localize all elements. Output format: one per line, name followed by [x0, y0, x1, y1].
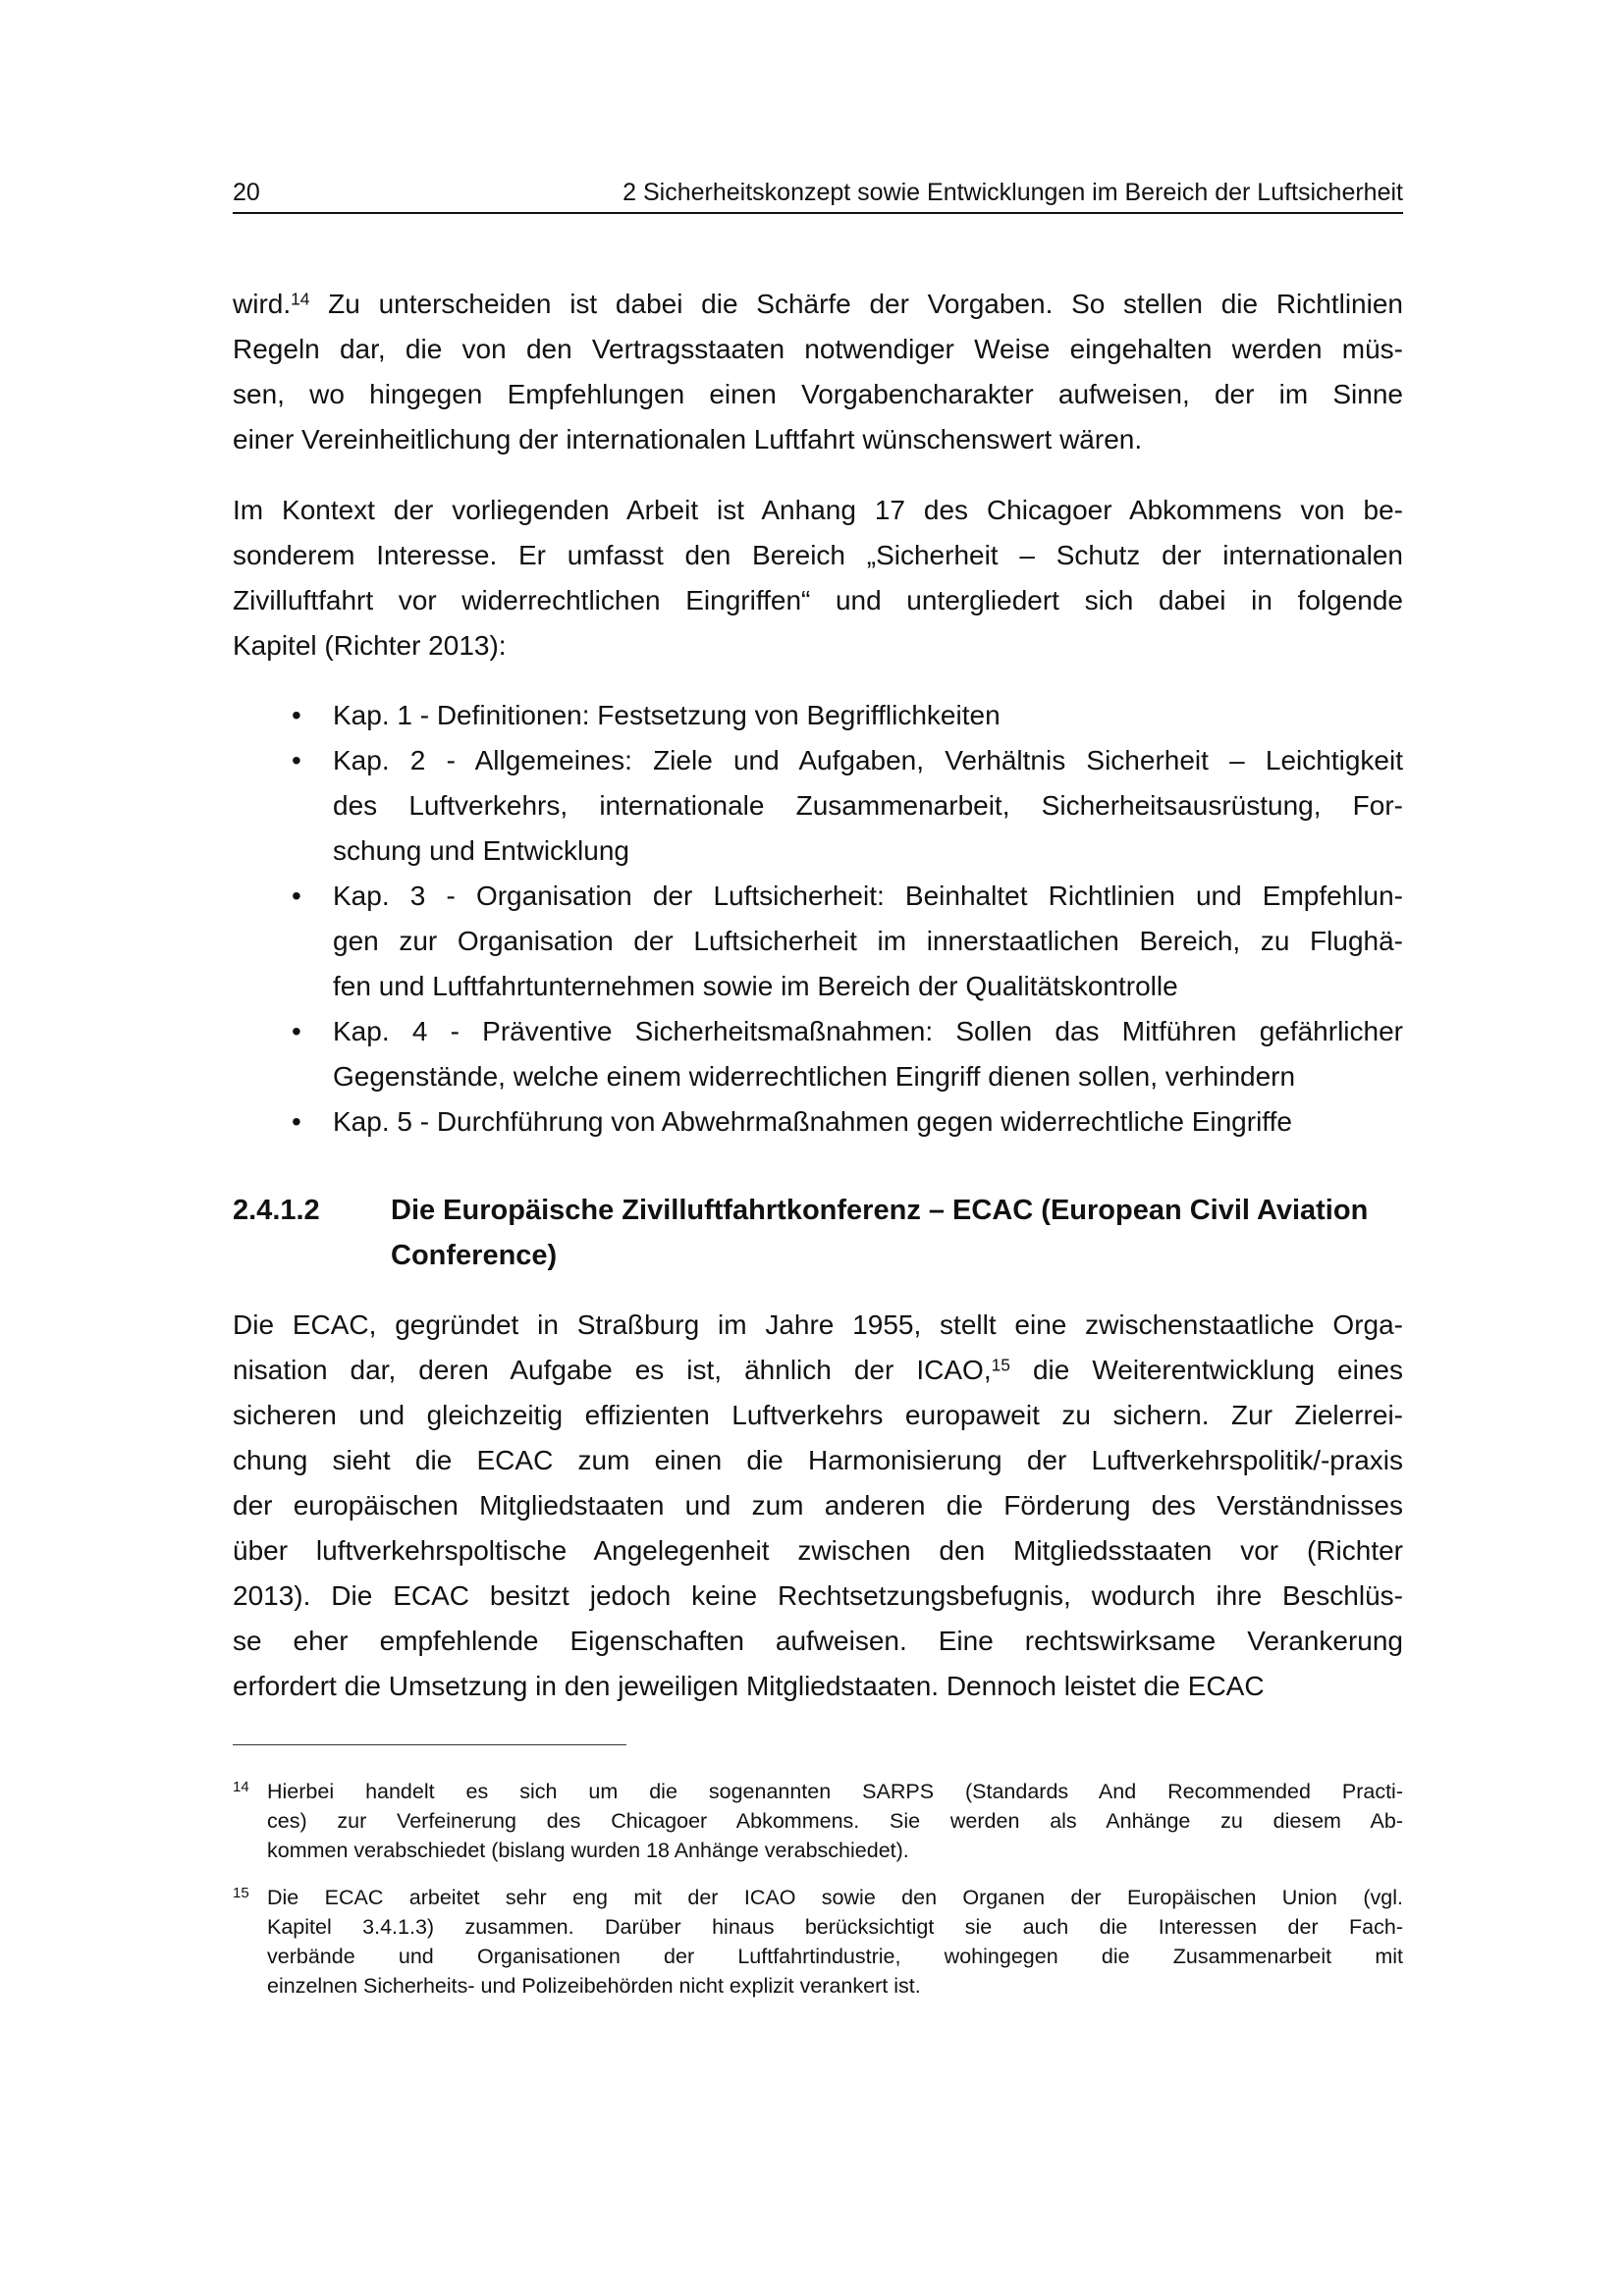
- footnote-14: [233, 1777, 1403, 1865]
- text-line: [333, 1099, 1403, 1145]
- text-line: [333, 1009, 1403, 1054]
- text-segment: erfordert die Umsetzung in den jeweiligen Mitgliedstaaten. Dennoch leistet die ECAC: [233, 1671, 1265, 1701]
- text-segment: ces) zur Verfeinerung des Chicagoer Abkommens. Sie werden als Anhänge zu diesem Ab-: [267, 1809, 1403, 1833]
- text-line: [233, 1664, 1403, 1709]
- text-line: [233, 327, 1403, 372]
- list-item: [233, 1099, 1403, 1145]
- text-segment: der europäischen Mitgliedstaaten und zum anderen die Förderung des Verständnisses: [233, 1490, 1403, 1521]
- bullet-icon: •: [292, 700, 301, 730]
- running-header: [233, 177, 1403, 214]
- page-number: 20: [233, 179, 260, 206]
- text-line: [233, 1528, 1403, 1574]
- text-line: [333, 738, 1403, 783]
- text-segment: Hierbei handelt es sich um die sogenannten SARPS (Standards And Recommended Practi-: [267, 1780, 1403, 1803]
- list-item: [233, 693, 1403, 738]
- text-segment: verbände und Organisationen der Luftfahrtindustrie, wohingegen die Zusammenarbeit mit: [267, 1945, 1403, 1968]
- section-number: 2.4.1.2: [233, 1195, 320, 1226]
- footnote-reference: 15: [991, 1355, 1010, 1375]
- text-segment: des Luftverkehrs, internationale Zusammenarbeit, Sicherheitsausrüstung, For-: [333, 790, 1403, 821]
- text-segment: se eher empfehlende Eigenschaften aufweisen. Eine rechtswirksame Verankerung: [233, 1626, 1403, 1656]
- text-segment: einer Vereinheitlichung der internationalen Luftfahrt wünschenswert wären.: [233, 424, 1143, 454]
- text-segment: Kap. 4 - Präventive Sicherheitsmaßnahmen: Sollen das Mitführen gefährlicher: [333, 1016, 1403, 1046]
- text-segment: Kapitel 3.4.1.3) zusammen. Darüber hinaus berücksichtigt sie auch die Interessen der Fach-: [267, 1915, 1403, 1939]
- text-segment: nisation dar, deren Aufgabe es ist, ähnlich der ICAO,: [233, 1355, 992, 1385]
- text-line: [233, 1438, 1403, 1483]
- text-line: [233, 1303, 1403, 1348]
- chapter-list: [233, 693, 1403, 1145]
- bullet-icon: •: [292, 745, 301, 775]
- bullet-icon: •: [292, 1016, 301, 1046]
- text-segment: Die ECAC, gegründet in Straßburg im Jahre 1955, stellt eine zwischenstaatliche Orga-: [233, 1309, 1403, 1340]
- text-line: [267, 1806, 1403, 1836]
- footnote-reference: 14: [291, 289, 310, 309]
- footnote-15: [233, 1883, 1403, 2001]
- text-segment: die Weiterentwicklung eines: [1009, 1355, 1403, 1385]
- text-line: [233, 1483, 1403, 1528]
- text-line: [233, 1393, 1403, 1438]
- footnote-divider: [233, 1744, 626, 1745]
- text-line: [233, 488, 1403, 533]
- list-item: [233, 874, 1403, 1009]
- text-segment: einzelnen Sicherheits- und Polizeibehörden nicht explizit verankert ist.: [267, 1974, 921, 1998]
- text-line: [333, 964, 1403, 1009]
- text-segment: sicheren und gleichzeitig effizienten Luftverkehrs europaweit zu sichern. Zur Zielerrei-: [233, 1400, 1403, 1430]
- text-segment: kommen verabschiedet (bislang wurden 18 Anhänge verabschiedet).: [267, 1839, 909, 1862]
- text-line: [267, 1883, 1403, 1912]
- text-line: [333, 783, 1403, 828]
- text-segment: gen zur Organisation der Luftsicherheit im innerstaatlichen Bereich, zu Flughä-: [333, 926, 1403, 956]
- section-title: Die Europäische Zivilluftfahrtkonferenz – ECAC (European Civil Aviation Conference): [391, 1195, 1369, 1271]
- text-line: [233, 1348, 1403, 1393]
- text-line: [233, 372, 1403, 417]
- text-line: [233, 282, 1403, 327]
- footnote-number: 15: [233, 1885, 249, 1901]
- text-segment: Zivilluftfahrt vor widerrechtlichen Eingriffen“ und untergliedert sich dabei in folgende: [233, 585, 1403, 615]
- footnote-number: 14: [233, 1779, 249, 1795]
- text-segment: Gegenstände, welche einem widerrechtlichen Eingriff dienen sollen, verhindern: [333, 1061, 1296, 1092]
- text-segment: Kap. 1 - Definitionen: Festsetzung von Begrifflichkeiten: [333, 700, 1001, 730]
- text-line: [233, 623, 1403, 668]
- text-segment: Kapitel (Richter 2013):: [233, 630, 507, 661]
- text-line: [233, 578, 1403, 623]
- text-line: [267, 1836, 1403, 1865]
- text-line: [233, 1574, 1403, 1619]
- text-segment: über luftverkehrspoltische Angelegenheit zwischen den Mitgliedsstaaten vor (Richter: [233, 1535, 1403, 1566]
- paragraph-3: [233, 1303, 1403, 1709]
- bullet-icon: •: [292, 1106, 301, 1137]
- text-segment: wird.: [233, 289, 292, 319]
- text-segment: fen und Luftfahrtunternehmen sowie im Bereich der Qualitätskontrolle: [333, 971, 1178, 1001]
- list-item: [233, 738, 1403, 874]
- text-line: [333, 1054, 1403, 1099]
- text-segment: schung und Entwicklung: [333, 835, 629, 866]
- text-segment: Im Kontext der vorliegenden Arbeit ist Anhang 17 des Chicagoer Abkommens von be-: [233, 495, 1403, 525]
- text-line: [333, 693, 1403, 738]
- paragraph-1: [233, 282, 1403, 462]
- text-segment: Kap. 2 - Allgemeines: Ziele und Aufgaben, Verhältnis Sicherheit – Leichtigkeit: [333, 745, 1403, 775]
- text-line: [333, 828, 1403, 874]
- text-line: [267, 1971, 1403, 2001]
- text-segment: 2013). Die ECAC besitzt jedoch keine Rechtsetzungsbefugnis, wodurch ihre Beschlüs-: [233, 1580, 1403, 1611]
- text-line: [267, 1777, 1403, 1806]
- text-segment: Zu unterscheiden ist dabei die Schärfe der Vorgaben. So stellen die Richtlinien: [309, 289, 1403, 319]
- text-line: [233, 1619, 1403, 1664]
- text-line: [267, 1912, 1403, 1942]
- text-segment: Kap. 3 - Organisation der Luftsicherheit: Beinhaltet Richtlinien und Empfehlun-: [333, 881, 1403, 911]
- text-segment: sen, wo hingegen Empfehlungen einen Vorgabencharakter aufweisen, der im Sinne: [233, 379, 1403, 409]
- text-line: [267, 1942, 1403, 1971]
- chapter-title: 2 Sicherheitskonzept sowie Entwicklungen im Bereich der Luftsicherheit: [623, 179, 1403, 206]
- text-line: [333, 919, 1403, 964]
- text-segment: chung sieht die ECAC zum einen die Harmonisierung der Luftverkehrspolitik/-praxis: [233, 1445, 1403, 1475]
- bullet-icon: •: [292, 881, 301, 911]
- text-line: [233, 533, 1403, 578]
- list-item: [233, 1009, 1403, 1099]
- text-segment: Die ECAC arbeitet sehr eng mit der ICAO sowie den Organen der Europäischen Union (vgl.: [267, 1886, 1403, 1909]
- text-segment: Kap. 5 - Durchführung von Abwehrmaßnahmen gegen widerrechtliche Eingriffe: [333, 1106, 1292, 1137]
- text-line: [333, 874, 1403, 919]
- text-line: [233, 417, 1403, 462]
- paragraph-2: [233, 488, 1403, 668]
- text-segment: sonderem Interesse. Er umfasst den Bereich „Sicherheit – Schutz der internationalen: [233, 540, 1403, 570]
- text-segment: Regeln dar, die von den Vertragsstaaten notwendiger Weise eingehalten werden müs-: [233, 334, 1403, 364]
